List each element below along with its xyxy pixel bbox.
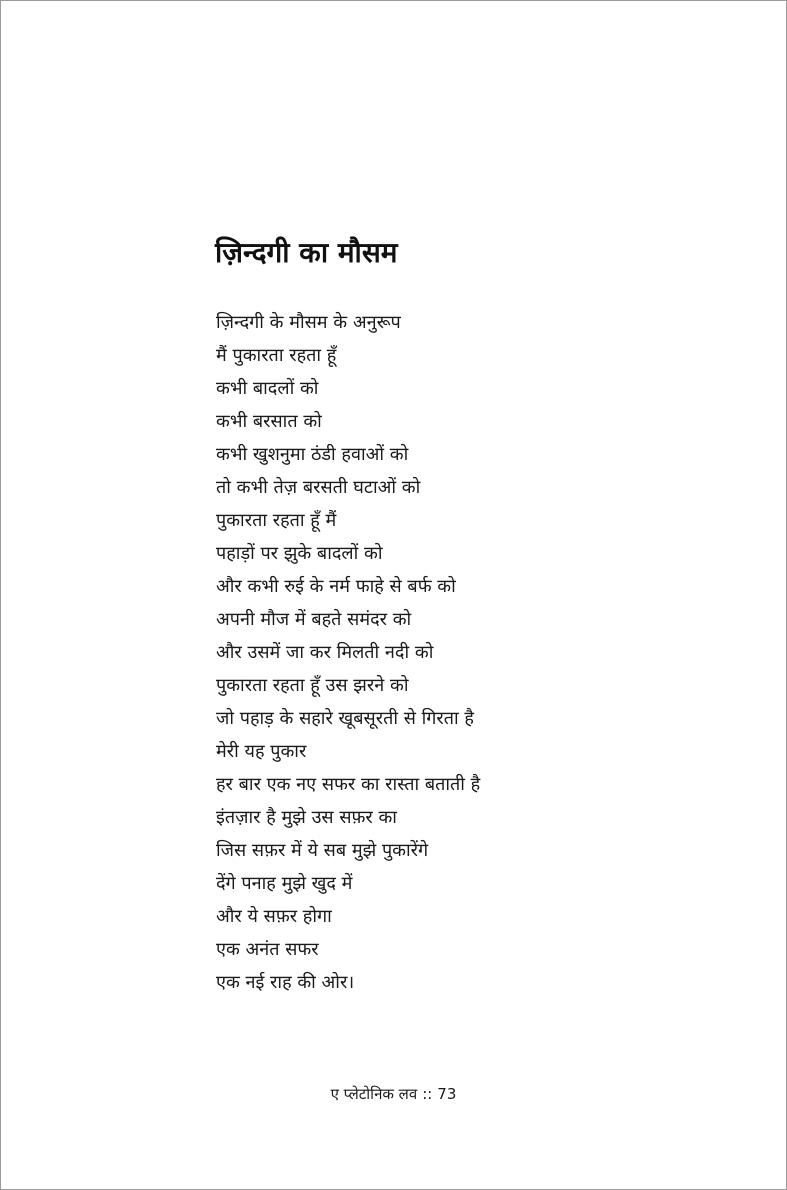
poem-line: पहाड़ों पर झुके बादलों को xyxy=(216,543,383,564)
poem-line: मेरी यह पुकार xyxy=(216,741,307,762)
poem-line: कभी बादलों को xyxy=(216,378,319,399)
poem-body xyxy=(216,306,480,999)
poem-line: पुकारता रहता हूँ मैं xyxy=(216,510,337,531)
poem-title: ज़िन्दगी का मौसम xyxy=(215,236,398,269)
page-footer xyxy=(1,1083,786,1105)
poem-line: इंतज़ार है मुझे उस सफ़र का xyxy=(216,807,397,828)
poem-line: देंगे पनाह मुझे खुद में xyxy=(216,873,353,894)
footer-book-title: ए प्लेटोनिक लव xyxy=(330,1085,418,1103)
poem-line: हर बार एक नए सफर का रास्ता बताती है xyxy=(216,774,481,795)
page-number: 73 xyxy=(437,1085,457,1103)
poem-line: और ये सफ़र होगा xyxy=(216,906,332,927)
poem-line: कभी बरसात को xyxy=(216,411,322,432)
poem-line: जिस सफ़र में ये सब मुझे पुकारेंगे xyxy=(216,840,429,861)
poem-line: और उसमें जा कर मिलती नदी को xyxy=(216,642,434,663)
poem-line: तो कभी तेज़ बरसती घटाओं को xyxy=(216,477,421,498)
poem-line: एक नई राह की ओर। xyxy=(216,972,355,993)
poem-line: अपनी मौज में बहते समंदर को xyxy=(216,609,412,630)
poem-line: पुकारता रहता हूँ उस झरने को xyxy=(216,675,409,696)
footer-separator: :: xyxy=(422,1085,433,1103)
poem-line: जो पहाड़ के सहारे खूबसूरती से गिरता है xyxy=(216,708,474,729)
poem-line: एक अनंत सफर xyxy=(216,939,319,960)
poem-line: और कभी रुई के नर्म फाहे से बर्फ को xyxy=(216,576,456,597)
poem-line: मैं पुकारता रहता हूँ xyxy=(216,345,337,366)
poem-line: ज़िन्दगी के मौसम के अनुरूप xyxy=(216,312,401,333)
poem-line: कभी खुशनुमा ठंडी हवाओं को xyxy=(216,444,409,465)
